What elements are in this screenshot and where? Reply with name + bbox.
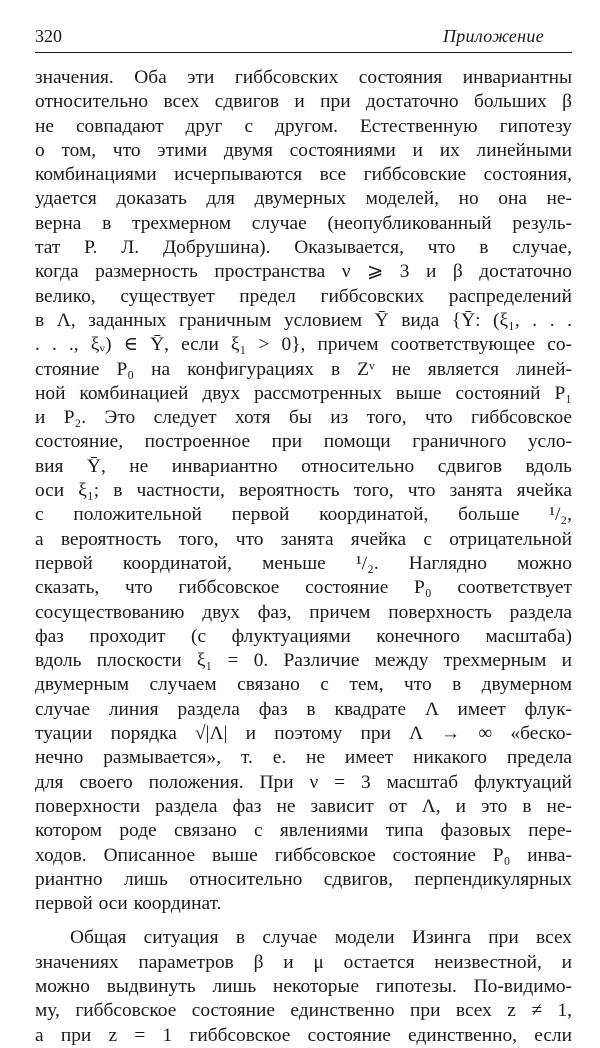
text-line: относительно всех сдвигов и при достаточно больших β [35,91,572,113]
text-line: не совпадают друг с другом. Естественную гипотезу [35,115,572,137]
text-line: велико, существует предел гиббсовских распределений [35,285,572,307]
text-line: оси ξ₁; в частности, вероятность того, что занята ячейка [35,480,572,502]
text-line: а при z = 1 гиббсовское состояние единственно, если [35,1024,572,1046]
text-line: удается доказать для двумерных моделей, но она не- [35,188,572,210]
text-line: значения. Оба эти гиббсовских состояния инвариантны [35,67,572,88]
text-line: первой оси координат. [35,893,222,915]
paragraph-1 [35,66,572,916]
running-title: Приложение [442,26,544,46]
text-line: туации порядка √|Λ| и поэтому при Λ → ∞ «беско- [35,723,572,745]
text-line: . . ., ξᵥ) ∈ Ȳ, если ξ₁ > 0}, причем соответствующее со- [35,334,572,356]
text-line: в Λ, заданных граничным условием Ȳ вида {Ȳ: (ξ₁, . . . [35,309,572,331]
text-line: и P₂. Это следует хотя бы из того, что гиббсовское [35,407,572,429]
text-line: риантно лишь относительно сдвигов, перпендикулярных [35,868,572,890]
text-line: вдоль плоскости ξ₁ = 0. Различие между трехмерным и [35,650,572,672]
text-line: тат Р. Л. Добрушина). Оказывается, что в случае, [35,237,572,259]
text-line: случае линия раздела фаз в квадрате Λ имеет флук- [35,698,572,720]
text-line: с положительной первой координатой, больше ¹/₂, [35,504,572,526]
text-line: можно выдвинуть лишь некоторые гипотезы. По-видимо- [35,975,572,997]
text-line: двумерным случаем связано с тем, что в двумерном [35,674,572,696]
text-line: поверхности раздела фаз не зависит от Λ, и это в не- [35,795,572,817]
text-line: вия Ȳ, не инвариантно относительно сдвигов вдоль [35,455,572,477]
text-line: первой координатой, меньше ¹/₂. Наглядно можно [35,552,572,574]
text-line: комбинациями исчерпываются все гиббсовские состояния, [35,164,572,186]
text-line: для своего положения. При ν = 3 масштаб флуктуаций [35,771,572,793]
paragraph-2 [35,926,572,1047]
text-line: а вероятность того, что занята ячейка с отрицательной [35,528,572,550]
text-line: му, гиббсовское состояние единственно при всех z ≠ 1, [35,1000,572,1022]
text-line: Общая ситуация в случае модели Изинга при всех [70,927,572,949]
text-line: ходов. Описанное выше гиббсовское состояние P₀ инва- [35,844,572,866]
text-line: когда размерность пространства ν ⩾ 3 и β достаточно [35,261,572,283]
paragraph-gap [35,916,572,926]
text-line: сосуществованию двух фаз, причем поверхность раздела [35,601,572,623]
text-line: значениях параметров β и μ остается неизвестной, и [35,951,572,973]
text-line: состояние, построенное при помощи граничного усло- [35,431,572,453]
text-line: фаз проходит (с флуктуациями конечного масштаба) [35,625,572,647]
page-number: 320 [35,26,62,46]
text-line: нечно размывается», т. е. не имеет никакого предела [35,747,572,769]
text-line: стояние P₀ на конфигурациях в Zᵛ не является линей- [35,358,572,380]
text-line: ной комбинацией двух рассмотренных выше состояний P₁ [35,382,572,404]
page-header [35,22,572,53]
text-line: котором роде связано с явлениями типа фазовых пере- [35,820,572,842]
text-line: верна в трехмерном случае (неопубликованный резуль- [35,212,572,234]
body-text [35,66,572,1048]
text-line: о том, что этими двумя состояниями и их линейными [35,139,572,161]
text-line: сказать, что гиббсовское состояние P₀ соответствует [35,577,572,599]
